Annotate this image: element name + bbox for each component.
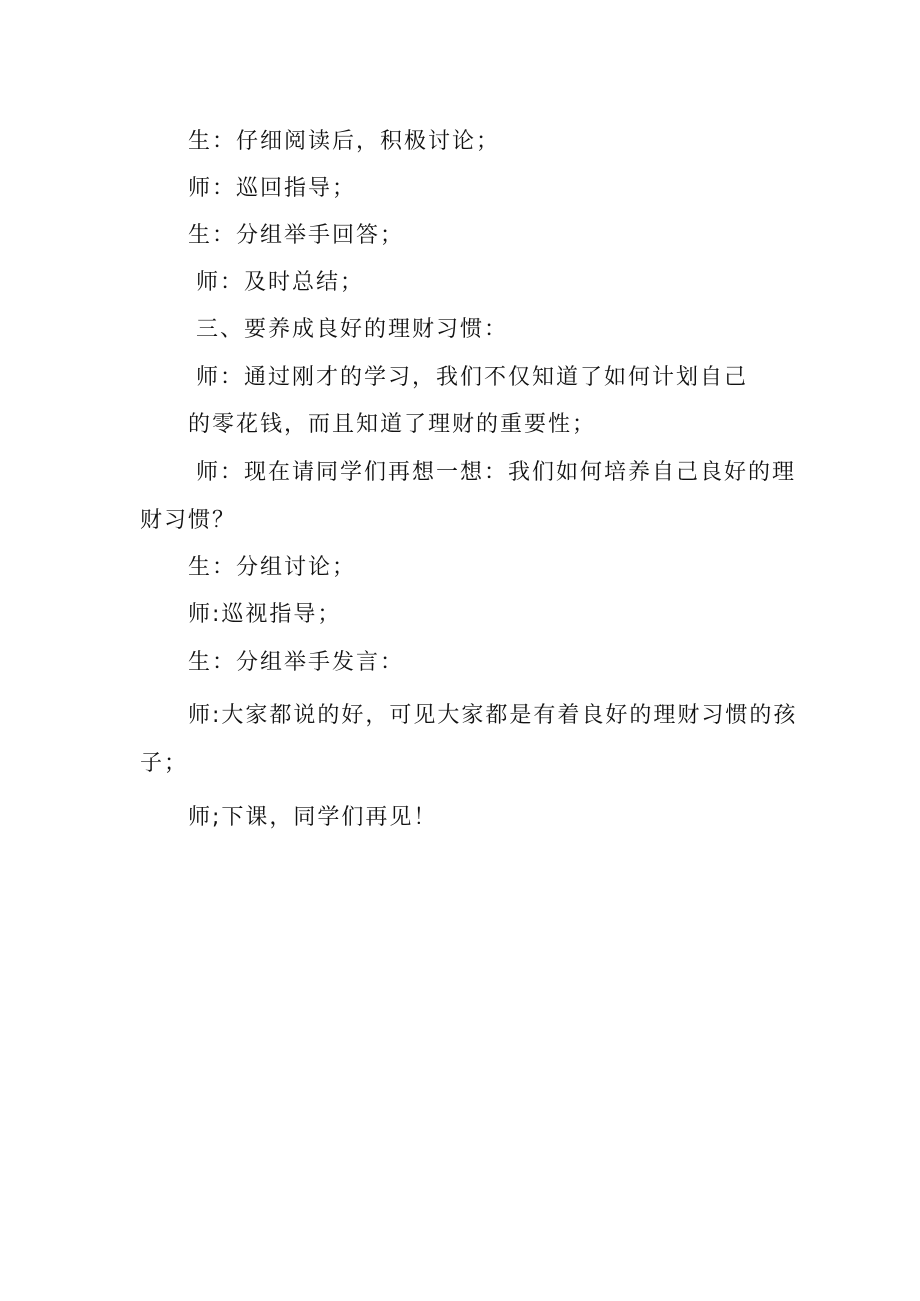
- paragraph-line: 师:大家都说的好，可见大家都是有着良好的理财习惯的孩: [188, 703, 798, 728]
- paragraph-line: 生：分组举手回答；: [188, 223, 405, 248]
- paragraph-line: 生：分组讨论；: [188, 555, 357, 580]
- paragraph-line: 师：及时总结；: [196, 270, 365, 295]
- paragraph-line: 财习惯？: [140, 508, 237, 533]
- paragraph-line: 的零花钱，而且知道了理财的重要性；: [188, 412, 597, 437]
- paragraph-line: 生：仔细阅读后，积极讨论；: [188, 129, 501, 154]
- paragraph-line: 师:巡视指导；: [188, 602, 342, 627]
- paragraph-line: 生：分组举手发言：: [188, 650, 405, 675]
- paragraph-line: 师;下课，同学们再见！: [188, 805, 438, 830]
- paragraph-line: 子；: [140, 751, 189, 776]
- paragraph-line: 师：通过刚才的学习，我们不仅知道了如何计划自己: [196, 365, 749, 390]
- section-heading: 三、要养成良好的理财习惯：: [196, 317, 509, 342]
- paragraph-line: 师：现在请同学们再想一想：我们如何培养自己良好的理: [196, 460, 797, 485]
- paragraph-line: 师：巡回指导；: [188, 176, 357, 201]
